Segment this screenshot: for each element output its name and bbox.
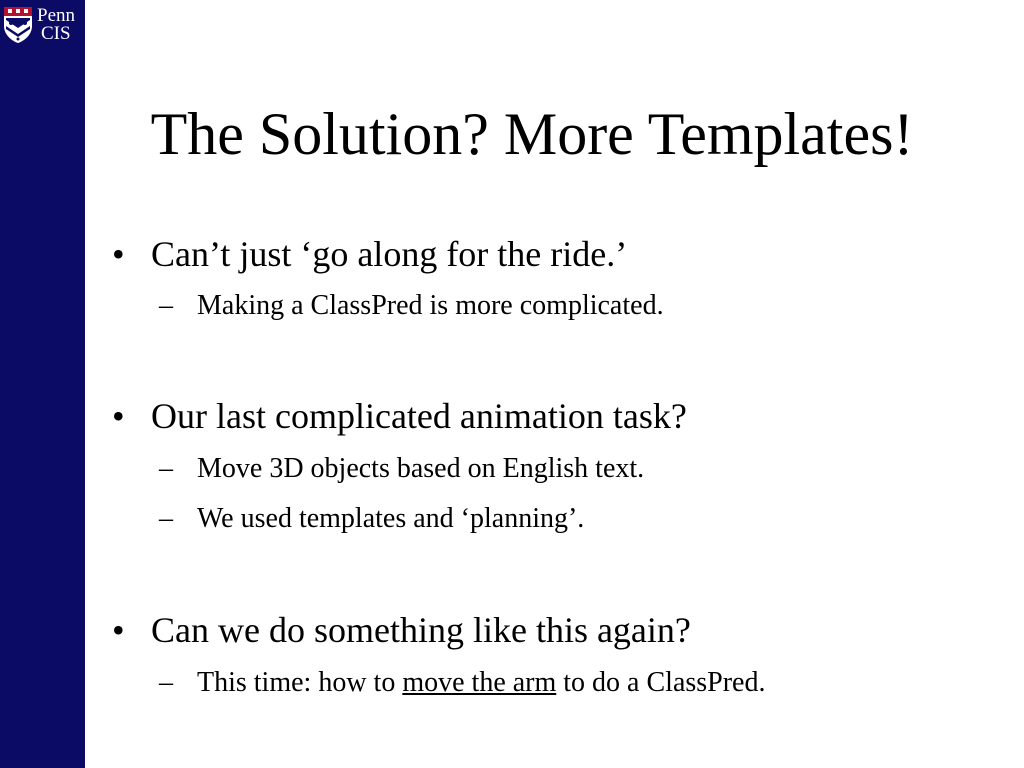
sub-bullet-marker: – (159, 667, 173, 698)
bullet-marker: • (112, 234, 125, 274)
penn-shield-icon (3, 6, 33, 44)
bullet-1-text: Can’t just ‘go along for the ride.’ (151, 234, 628, 274)
bullet-marker: • (112, 396, 125, 436)
penn-cis-logo (3, 4, 83, 44)
bullet-marker: • (112, 610, 125, 650)
logo-text-penn: Penn (37, 5, 75, 26)
bullet-2-text: Our last complicated animation task? (151, 396, 687, 436)
bullet-3-sub-1-prefix: This time: how to (197, 667, 403, 698)
slide-title: The Solution? More Templates! (150, 101, 914, 167)
underlined-phrase: move the arm (402, 667, 557, 698)
logo-text-cis: CIS (41, 23, 71, 44)
sub-bullet-marker: – (159, 453, 173, 484)
bullet-3-sub-1-suffix: to do a ClassPred. (556, 667, 766, 698)
sub-bullet-marker: – (159, 503, 173, 534)
sub-bullet-marker: – (159, 290, 173, 321)
bullet-3-sub-1-text (197, 667, 766, 699)
bullet-2-sub-2-text: We used templates and ‘planning’. (197, 503, 585, 534)
bullet-1-sub-1-text: Making a ClassPred is more complicated. (197, 290, 664, 321)
bullet-3-text: Can we do something like this again? (151, 610, 691, 650)
bullet-2-sub-1-text: Move 3D objects based on English text. (197, 453, 645, 484)
